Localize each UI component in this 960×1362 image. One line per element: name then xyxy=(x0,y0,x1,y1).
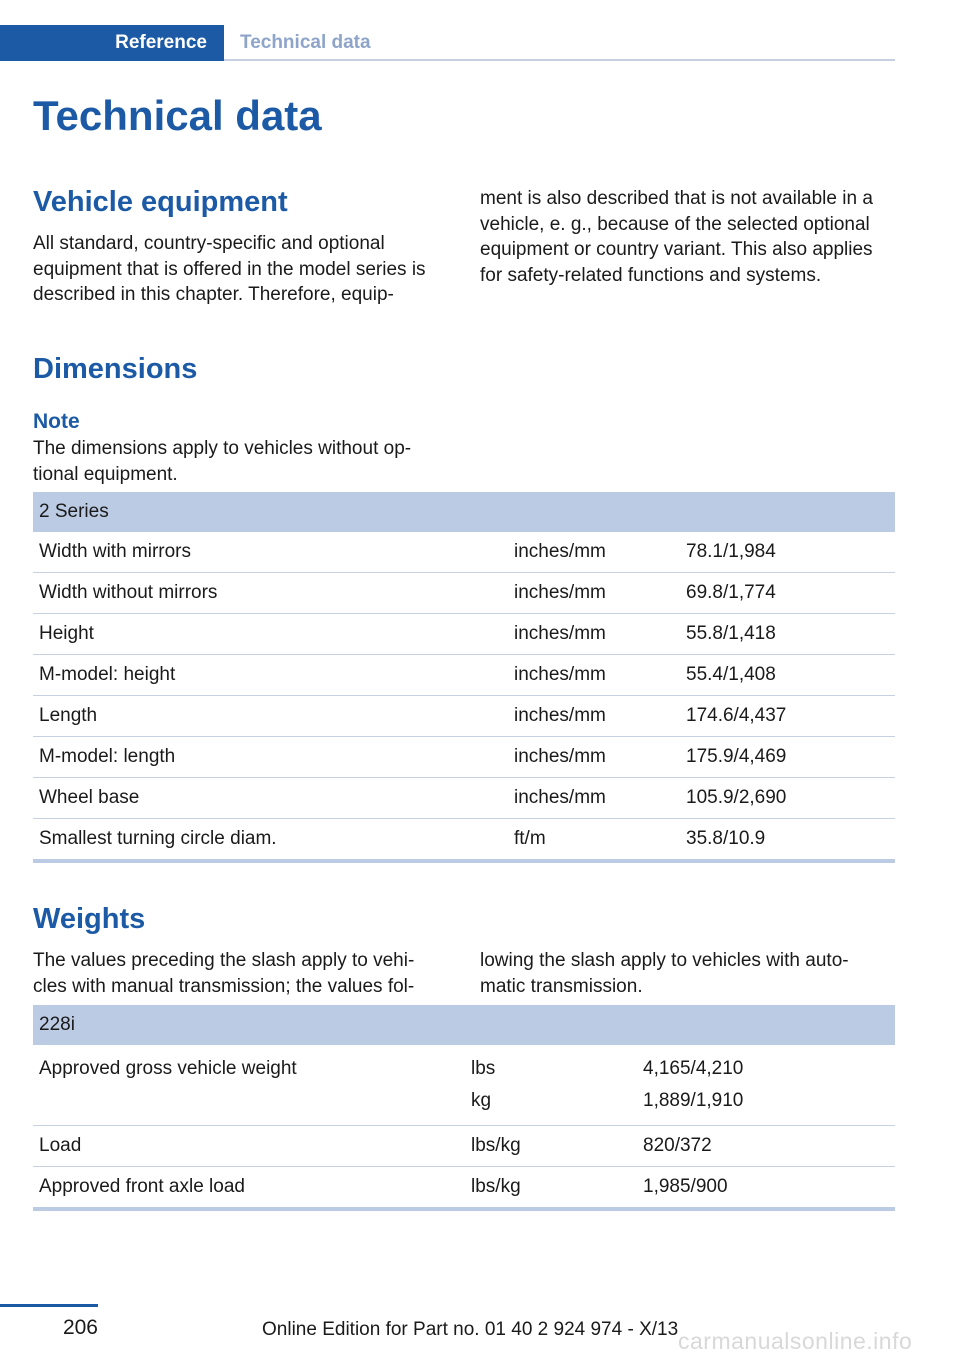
row-unit: lbs/kg xyxy=(465,1126,637,1167)
row-unit: inches/mm xyxy=(508,614,680,655)
vehicle-equipment-heading: Vehicle equipment xyxy=(33,186,288,218)
table-header-row xyxy=(33,1005,895,1045)
weights-text-col2: lowing the slash apply to vehicles with auto- matic transmission. xyxy=(480,950,849,997)
table-row xyxy=(33,696,895,737)
vehicle-equipment-text-col1: All standard, country-specific and optional equipment that is offered in the model series is described in this chapter. Therefore, equip- xyxy=(33,233,426,305)
header-bar xyxy=(0,25,895,61)
row-value: 1,985/900 xyxy=(637,1167,895,1210)
row-label: Load xyxy=(33,1126,465,1167)
note-text: The dimensions apply to vehicles without op- tional equipment. xyxy=(33,438,412,485)
row-unit: inches/mm xyxy=(508,655,680,696)
watermark: carmanualsonline.info xyxy=(678,1328,913,1354)
page-number: 206 xyxy=(62,1316,98,1339)
table-row xyxy=(33,1045,895,1126)
footer-divider xyxy=(0,1304,98,1307)
table-row xyxy=(33,778,895,819)
row-label: Smallest turning circle diam. xyxy=(33,819,508,862)
row-label: Width with mirrors xyxy=(33,532,508,573)
table-row xyxy=(33,737,895,778)
dimensions-heading: Dimensions xyxy=(33,353,198,385)
dimensions-table xyxy=(33,492,895,863)
row-unit: inches/mm xyxy=(508,532,680,573)
row-value: 69.8/1,774 xyxy=(680,573,895,614)
page-title: Technical data xyxy=(33,92,322,139)
table-row xyxy=(33,1167,895,1210)
tab-reference[interactable]: Reference xyxy=(0,25,224,61)
row-value: 55.4/1,408 xyxy=(680,655,895,696)
row-value: 78.1/1,984 xyxy=(680,532,895,573)
row-value: 174.6/4,437 xyxy=(680,696,895,737)
table-row xyxy=(33,655,895,696)
table-header-cell: 228i xyxy=(33,1005,895,1045)
row-value: 4,165/4,210 1,889/1,910 xyxy=(637,1045,895,1126)
row-unit: lbs kg xyxy=(465,1045,637,1126)
vehicle-equipment-text-col2: ment is also described that is not available in a vehicle, e. g., because of the selected optional equipment or country variant. This also applies for safety-related functions and systems. xyxy=(480,188,873,286)
header-divider xyxy=(224,59,895,61)
row-unit: inches/mm xyxy=(508,778,680,819)
tab-technical-data[interactable]: Technical data xyxy=(240,32,371,53)
weights-heading: Weights xyxy=(33,903,146,935)
edition-text: Online Edition for Part no. 01 40 2 924 974 - X/13 xyxy=(262,1319,679,1340)
row-label: Approved gross vehicle weight xyxy=(33,1045,465,1126)
row-unit: lbs/kg xyxy=(465,1167,637,1210)
row-label: Approved front axle load xyxy=(33,1167,465,1210)
row-label: Length xyxy=(33,696,508,737)
row-label: Width without mirrors xyxy=(33,573,508,614)
row-label: M-model: height xyxy=(33,655,508,696)
row-label: Wheel base xyxy=(33,778,508,819)
row-value: 175.9/4,469 xyxy=(680,737,895,778)
table-row xyxy=(33,819,895,862)
row-label: M-model: length xyxy=(33,737,508,778)
table-row xyxy=(33,573,895,614)
table-row xyxy=(33,614,895,655)
table-row xyxy=(33,532,895,573)
weights-text-col1: The values preceding the slash apply to vehi- cles with manual transmission; the values fol- xyxy=(33,950,415,997)
row-value: 820/372 xyxy=(637,1126,895,1167)
row-unit: inches/mm xyxy=(508,573,680,614)
row-label: Height xyxy=(33,614,508,655)
table-row xyxy=(33,1126,895,1167)
table-header-row xyxy=(33,492,895,532)
row-unit: ft/m xyxy=(508,819,680,862)
row-unit: inches/mm xyxy=(508,737,680,778)
row-value: 105.9/2,690 xyxy=(680,778,895,819)
row-unit: inches/mm xyxy=(508,696,680,737)
note-title: Note xyxy=(33,410,80,433)
row-value: 35.8/10.9 xyxy=(680,819,895,862)
row-value: 55.8/1,418 xyxy=(680,614,895,655)
weights-table xyxy=(33,1005,895,1211)
table-header-cell: 2 Series xyxy=(33,492,895,532)
